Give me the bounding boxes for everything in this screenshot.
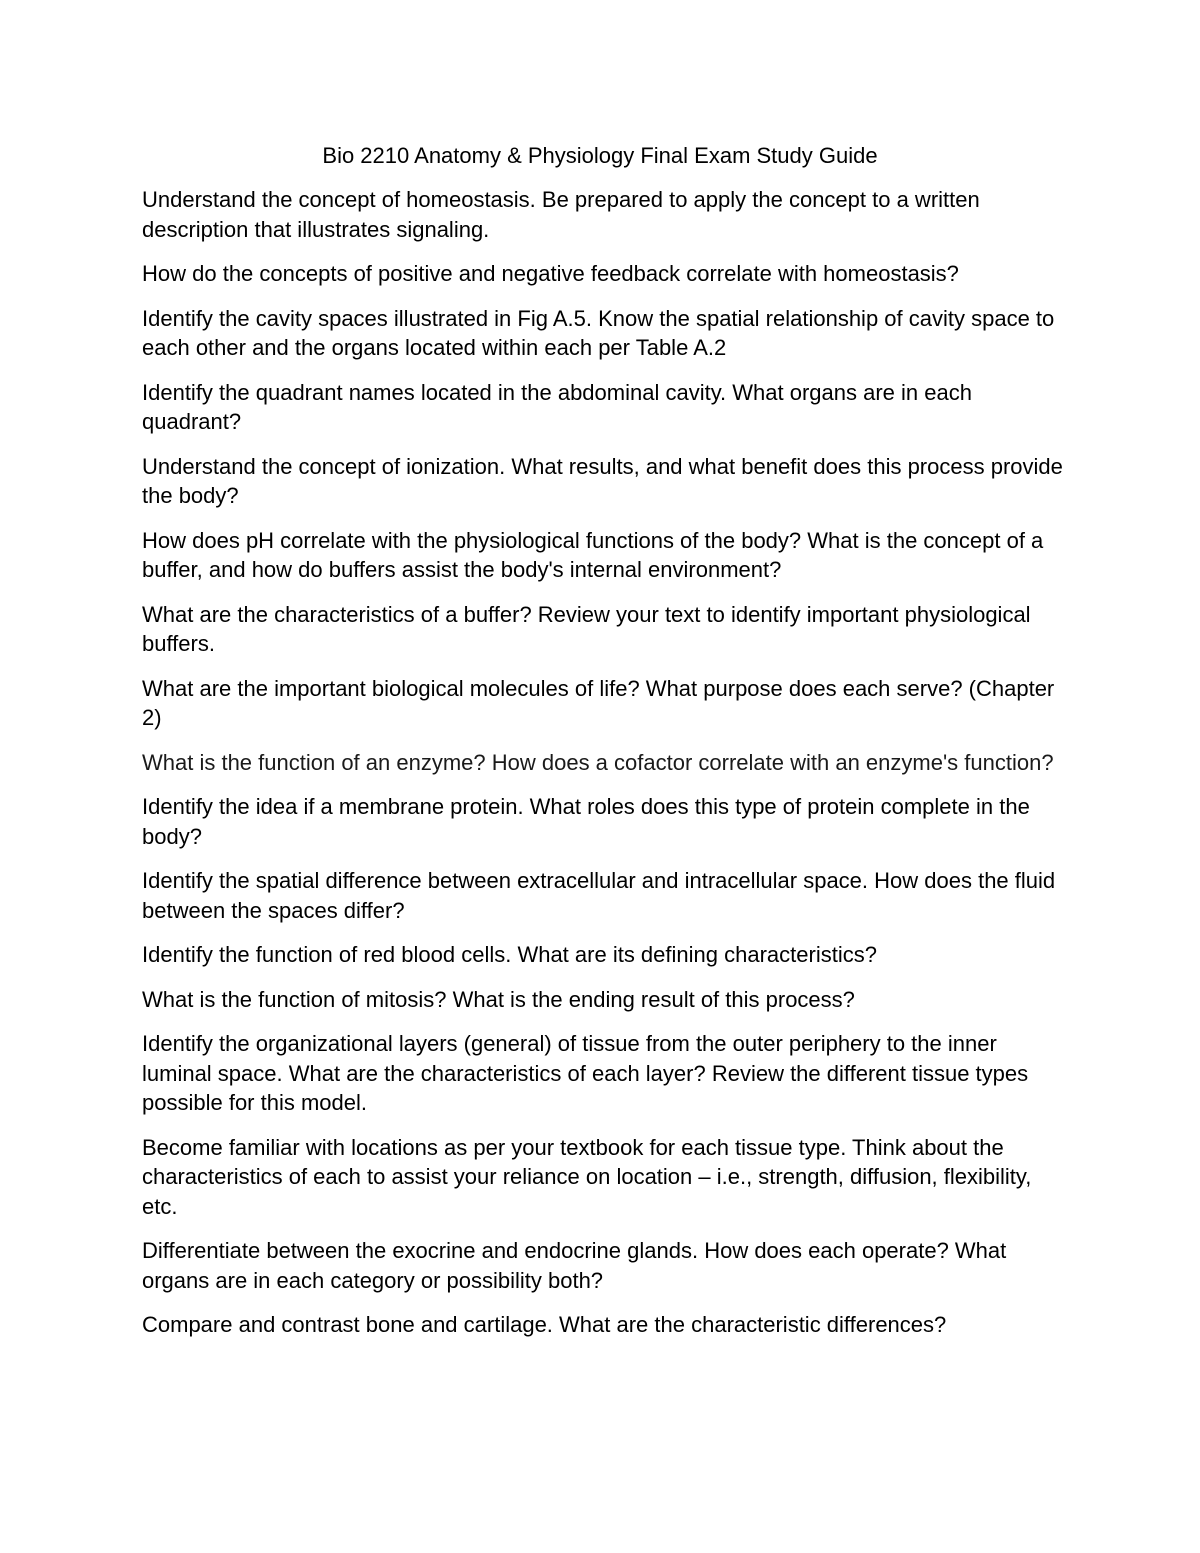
paragraph-feedback: How do the concepts of positive and negative feedback correlate with homeostasis? (142, 261, 959, 286)
paragraph-red-blood-cells: Identify the function of red blood cells. What are its defining characteristics? (142, 942, 877, 967)
paragraph-tissue-locations: Become familiar with locations as per your textbook for each tissue type. Think about the characteristics of each to assist your reliance on location – i.e., strength, diffusion, flexibility, etc. (142, 1134, 1032, 1219)
paragraph-quadrants: Identify the quadrant names located in the abdominal cavity. What organs are in each quadrant? (142, 379, 972, 434)
paragraph-enzyme: What is the function of an enzyme? How does a cofactor correlate with an enzyme's function? (142, 749, 1054, 775)
paragraph-ph-buffer: How does pH correlate with the physiological functions of the body? What is the concept of a buffer, and how do buffers assist the body's internal environment? (142, 527, 1044, 582)
document-title: Bio 2210 Anatomy & Physiology Final Exam Study Guide (322, 143, 878, 168)
paragraph-tissue-layers: Identify the organizational layers (general) of tissue from the outer periphery to the inner luminal space. What are the characteristics of each layer? Review the different tissue types possible for this model. (142, 1031, 1029, 1115)
paragraph-bone-cartilage: Compare and contrast bone and cartilage. What are the characteristic differences? (142, 1312, 947, 1337)
paragraph-mitosis: What is the function of mitosis? What is the ending result of this process? (142, 986, 855, 1012)
paragraph-buffer-characteristics: What are the characteristics of a buffer? Review your text to identify important physiological buffers. (142, 601, 1031, 656)
paragraph-extracellular-space: Identify the spatial difference between extracellular and intracellular space. How does the fluid between the spaces differ? (142, 868, 1056, 923)
document-body (142, 185, 1067, 1355)
paragraph-glands: Differentiate between the exocrine and endocrine glands. How does each operate? What organs are in each category or possibility both? (142, 1238, 1007, 1293)
paragraph-homeostasis: Understand the concept of homeostasis. Be prepared to apply the concept to a written description that illustrates signaling. (142, 187, 980, 242)
paragraph-membrane-protein: Identify the idea if a membrane protein. What roles does this type of protein complete in the body? (142, 794, 1030, 849)
paragraph-ionization: Understand the concept of ionization. What results, and what benefit does this process provide the body? (142, 453, 1063, 508)
paragraph-biological-molecules: What are the important biological molecules of life? What purpose does each serve? (Chapter 2) (142, 675, 1055, 730)
paragraph-cavity-spaces: Identify the cavity spaces illustrated in Fig A.5. Know the spatial relationship of cavity space to each other and the organs located within each per Table A.2 (142, 305, 1055, 360)
